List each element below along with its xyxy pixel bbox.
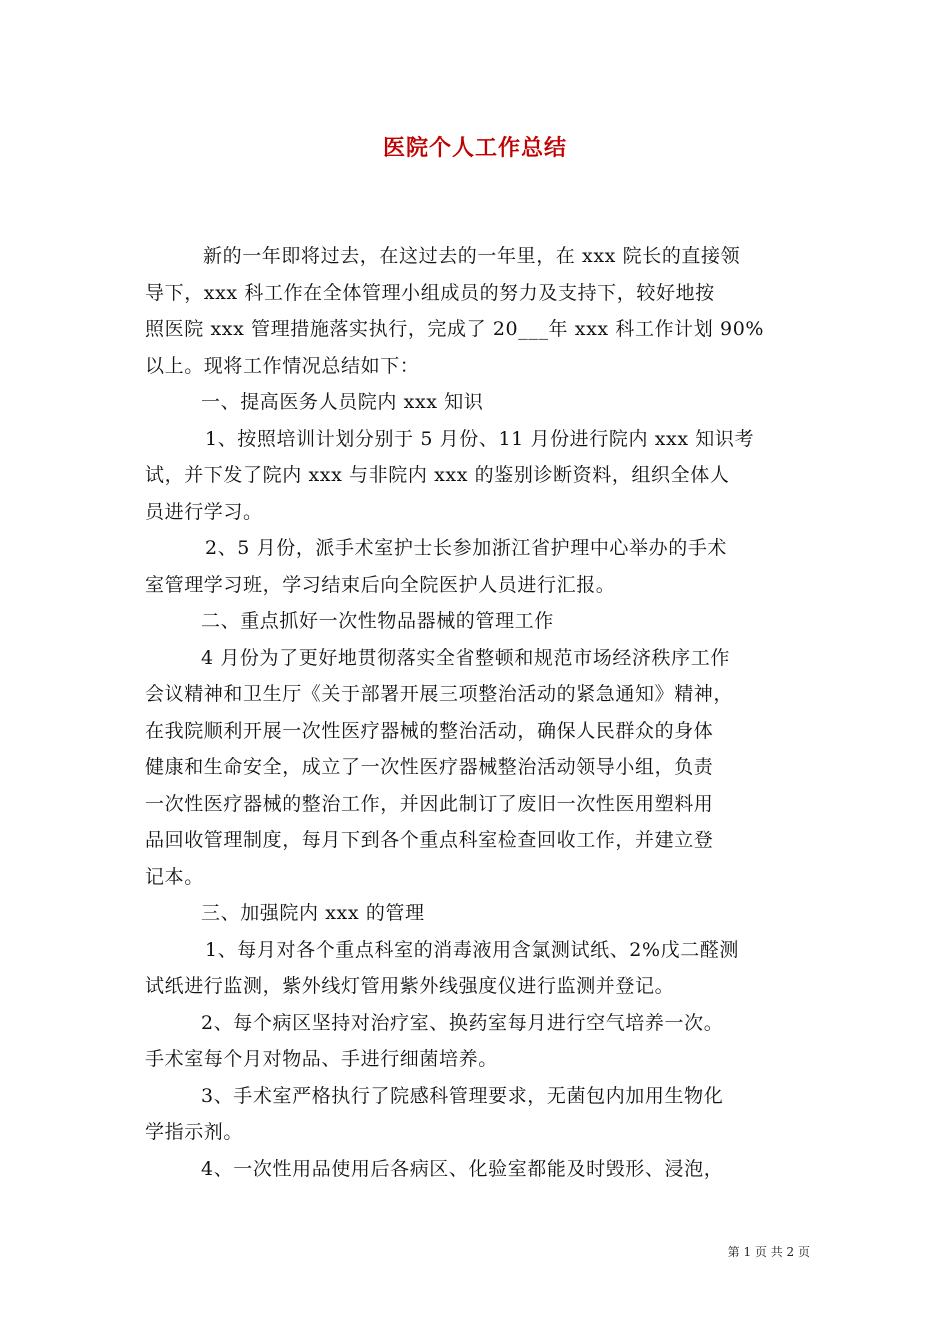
text-line: 以上。现将工作情况总结如下： bbox=[145, 354, 420, 377]
document-title: 医院个人工作总结 bbox=[382, 136, 567, 161]
text-line: 4 月份为了更好地贯彻落实全省整顿和规范市场经济秩序工作 bbox=[201, 646, 730, 669]
text-line: 记本。 bbox=[145, 865, 204, 888]
text-line: 一、提高医务人员院内 xxx 知识 bbox=[201, 391, 484, 413]
text-line: 1、每月对各个重点科室的消毒液用含氯测试纸、2%戊二醛测 bbox=[205, 938, 740, 961]
text-line: 二、重点抓好一次性物品器械的管理工作 bbox=[201, 610, 554, 632]
text-line: 1、按照培训计划分别于 5 月份、11 月份进行院内 xxx 知识考 bbox=[205, 427, 755, 450]
text-line: 4、一次性用品使用后各病区、化验室都能及时毁形、浸泡， bbox=[201, 1157, 724, 1180]
text-line: 试纸进行监测，紫外线灯管用紫外线强度仪进行监测并登记。 bbox=[145, 975, 675, 997]
text-line: 在我院顺利开展一次性医疗器械的整治活动，确保人民群众的身体 bbox=[145, 719, 714, 742]
text-line: 新的一年即将过去，在这过去的一年里，在 xxx 院长的直接领 bbox=[203, 245, 741, 267]
text-line: 3、手术室严格执行了院感科管理要求，无菌包内加用生物化 bbox=[201, 1084, 724, 1107]
text-line: 学指示剂。 bbox=[145, 1121, 244, 1143]
text-line: 2、每个病区坚持对治疗室、换药室每月进行空气培养一次。 bbox=[201, 1011, 724, 1034]
text-line: 三、加强院内 xxx 的管理 bbox=[201, 902, 425, 924]
text-line: 室管理学习班，学习结束后向全院医护人员进行汇报。 bbox=[145, 573, 616, 596]
text-line: 试，并下发了院内 xxx 与非院内 xxx 的鉴别诊断资料，组织全体人 bbox=[145, 464, 730, 486]
text-line: 一次性医疗器械的整治工作，并因此制订了废旧一次性医用塑料用 bbox=[145, 792, 714, 815]
text-line: 品回收管理制度，每月下到各个重点科室检查回收工作，并建立登 bbox=[145, 829, 714, 851]
page-number-footer: 第 1 页 共 2 页 bbox=[727, 1245, 810, 1259]
text-line: 导下，xxx 科工作在全体管理小组成员的努力及支持下，较好地按 bbox=[145, 281, 715, 304]
text-line: 健康和生命安全，成立了一次性医疗器械整治活动领导小组，负责 bbox=[145, 756, 714, 778]
text-line: 手术室每个月对物品、手进行细菌培养。 bbox=[145, 1048, 498, 1070]
text-line: 2、5 月份，派手术室护士长参加浙江省护理中心举办的手术 bbox=[205, 537, 728, 559]
text-line: 照医院 xxx 管理措施落实执行，完成了 20___年 xxx 科工作计划 90% bbox=[145, 318, 765, 340]
document-body bbox=[145, 238, 809, 1187]
text-line: 会议精神和卫生厅《关于部署开展三项整治活动的紧急通知》精神， bbox=[145, 683, 734, 705]
text-line: 员进行学习。 bbox=[145, 500, 263, 523]
